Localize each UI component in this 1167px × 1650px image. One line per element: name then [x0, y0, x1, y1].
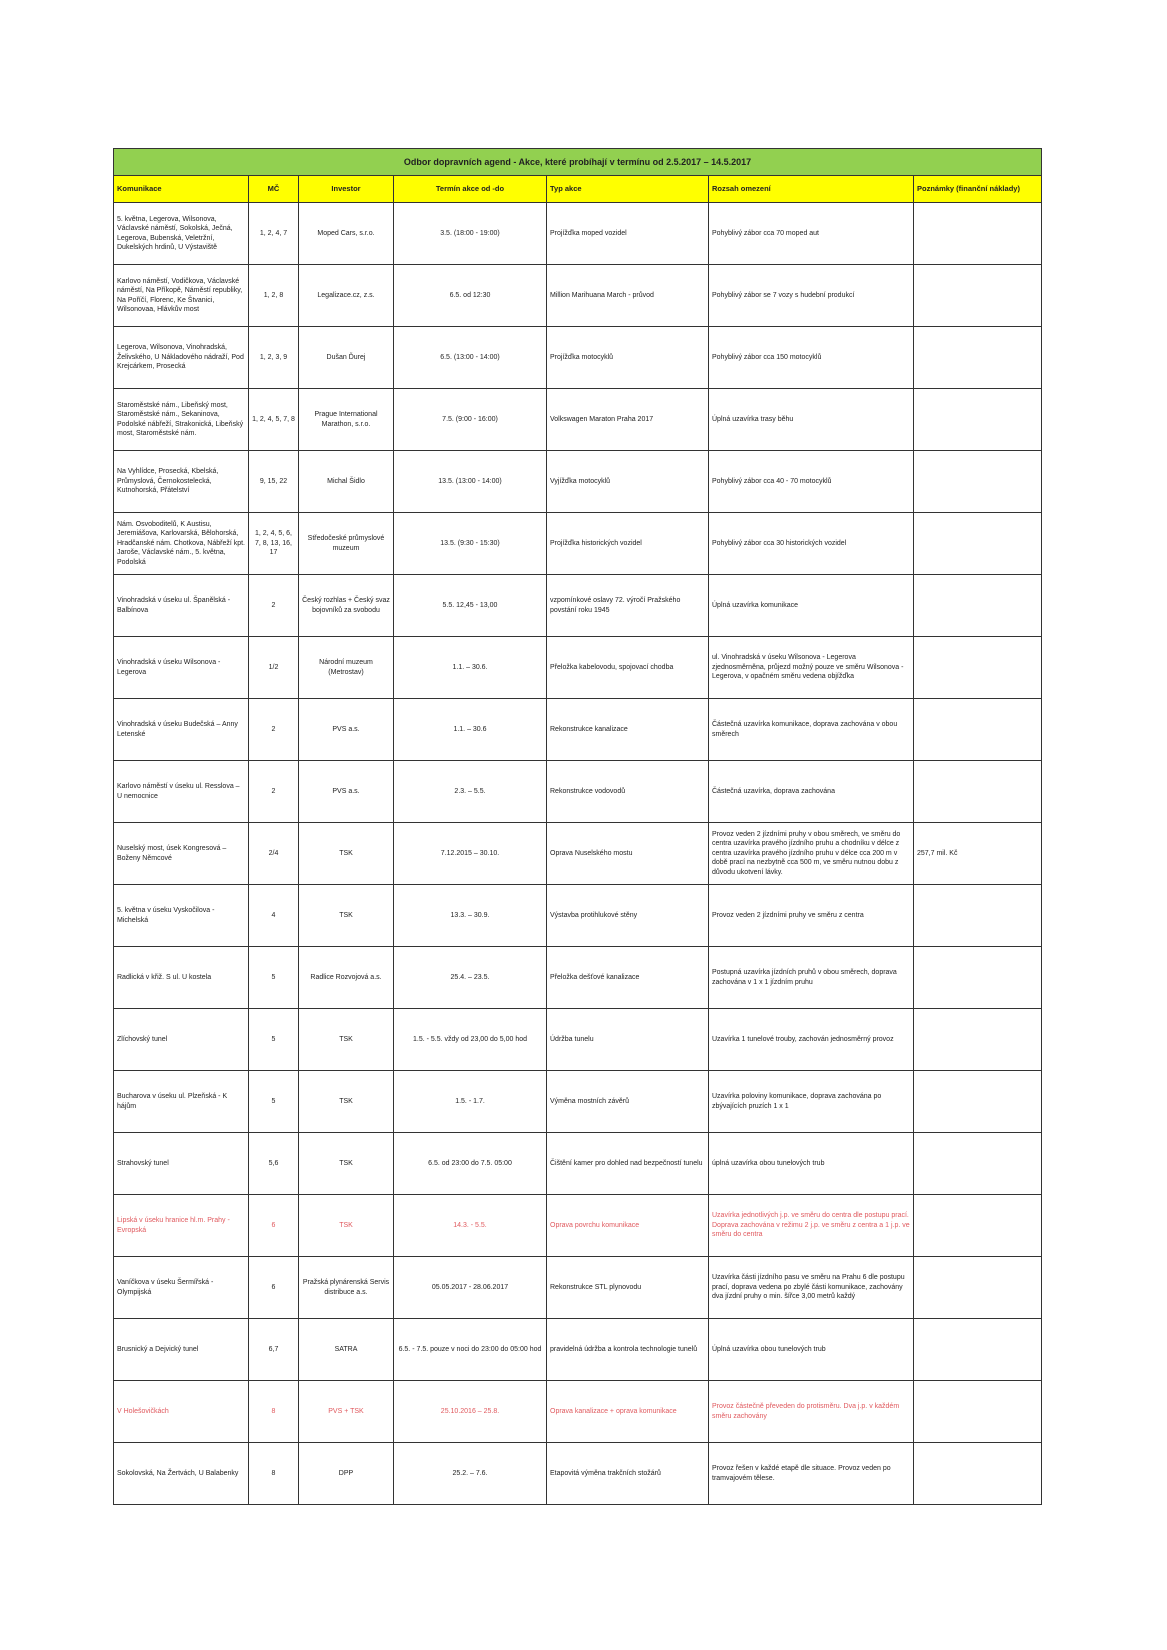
cell-poznamky — [914, 947, 1042, 1009]
cell-komunikace: Staroměstské nám., Libeňský most, Staroměstské nám., Sekaninova, Podolské nábřeží, Strakonická, Libeňský most, Staroměstské nám. — [114, 389, 249, 451]
cell-rozsah: Uzavírka poloviny komunikace, doprava zachována po zbývajících pruzích 1 x 1 — [709, 1071, 914, 1133]
table-row — [114, 823, 1042, 885]
table-row — [114, 513, 1042, 575]
cell-rozsah: Úplná uzavírka obou tunelových trub — [709, 1319, 914, 1381]
cell-rozsah: Částečná uzavírka, doprava zachována — [709, 761, 914, 823]
header-komunikace: Komunikace — [114, 176, 249, 203]
cell-mc: 5,6 — [249, 1133, 299, 1195]
cell-investor: Legalizace.cz, z.s. — [299, 265, 394, 327]
header-mc: MČ — [249, 176, 299, 203]
cell-poznamky — [914, 1319, 1042, 1381]
header-poznamky: Poznámky (finanční náklady) — [914, 176, 1042, 203]
cell-investor: DPP — [299, 1443, 394, 1505]
cell-poznamky — [914, 389, 1042, 451]
cell-investor: TSK — [299, 1133, 394, 1195]
table-row — [114, 1443, 1042, 1505]
header-investor: Investor — [299, 176, 394, 203]
cell-komunikace: 5. května v úseku Vyskočilova - Michelská — [114, 885, 249, 947]
cell-typ: Oprava Nuselského mostu — [547, 823, 709, 885]
cell-mc: 2 — [249, 699, 299, 761]
cell-investor: PVS a.s. — [299, 761, 394, 823]
cell-termin: 05.05.2017 - 28.06.2017 — [394, 1257, 547, 1319]
cell-typ: Přeložka dešťové kanalizace — [547, 947, 709, 1009]
table-row — [114, 761, 1042, 823]
cell-rozsah: Uzavírka jednotlivých j.p. ve směru do centra dle postupu prací. Doprava zachována v režimu 2 j.p. ve směru z centra a 1 j.p. ve směru do centra — [709, 1195, 914, 1257]
cell-investor: PVS + TSK — [299, 1381, 394, 1443]
cell-investor: TSK — [299, 1071, 394, 1133]
cell-rozsah: Pohyblivý zábor se 7 vozy s hudební produkcí — [709, 265, 914, 327]
cell-rozsah: Postupná uzavírka jízdních pruhů v obou směrech, doprava zachována v 1 x 1 jízdním pruhu — [709, 947, 914, 1009]
cell-typ: Údržba tunelu — [547, 1009, 709, 1071]
cell-komunikace: Vinohradská v úseku Wilsonova - Legerova — [114, 637, 249, 699]
cell-investor: Radlice Rozvojová a.s. — [299, 947, 394, 1009]
cell-termin: 1.1. – 30.6. — [394, 637, 547, 699]
table-row — [114, 699, 1042, 761]
cell-mc: 5 — [249, 947, 299, 1009]
cell-mc: 2 — [249, 761, 299, 823]
cell-mc: 1, 2, 4, 5, 6, 7, 8, 13, 16, 17 — [249, 513, 299, 575]
cell-komunikace: Nuselský most, úsek Kongresová – Boženy Němcové — [114, 823, 249, 885]
table-row — [114, 1195, 1042, 1257]
cell-mc: 1/2 — [249, 637, 299, 699]
cell-termin: 13.5. (9:30 - 15:30) — [394, 513, 547, 575]
header-rozsah: Rozsah omezení — [709, 176, 914, 203]
table-title: Odbor dopravních agend - Akce, které probíhají v termínu od 2.5.2017 – 14.5.2017 — [114, 149, 1042, 176]
table-row — [114, 203, 1042, 265]
cell-investor: Národní muzeum (Metrostav) — [299, 637, 394, 699]
cell-mc: 5 — [249, 1071, 299, 1133]
cell-investor: Český rozhlas + Český svaz bojovníků za svobodu — [299, 575, 394, 637]
cell-mc: 6 — [249, 1257, 299, 1319]
cell-mc: 6 — [249, 1195, 299, 1257]
cell-mc: 1, 2, 4, 5, 7, 8 — [249, 389, 299, 451]
cell-rozsah: Uzavírka části jízdního pasu ve směru na Prahu 6 dle postupu prací, doprava vedena po zbylé části komunikace, zachovány dva jízdní pruhy o min. šířce 3,00 metrů každý — [709, 1257, 914, 1319]
cell-typ: Vyjížďka motocyklů — [547, 451, 709, 513]
cell-typ: Volkswagen Maraton Praha 2017 — [547, 389, 709, 451]
cell-mc: 8 — [249, 1443, 299, 1505]
cell-poznamky — [914, 265, 1042, 327]
cell-termin: 25.2. – 7.6. — [394, 1443, 547, 1505]
cell-termin: 5.5. 12,45 - 13,00 — [394, 575, 547, 637]
cell-termin: 6.5. od 12:30 — [394, 265, 547, 327]
cell-poznamky — [914, 761, 1042, 823]
cell-investor: Pražská plynárenská Servis distribuce a.s. — [299, 1257, 394, 1319]
cell-komunikace: Vaníčkova v úseku Šermířská - Olympijská — [114, 1257, 249, 1319]
cell-typ: pravidelná údržba a kontrola technologie tunelů — [547, 1319, 709, 1381]
cell-komunikace: Karlovo náměstí v úseku ul. Resslova – U nemocnice — [114, 761, 249, 823]
cell-typ: Rekonstrukce kanalizace — [547, 699, 709, 761]
header-termin: Termín akce od -do — [394, 176, 547, 203]
cell-mc: 1, 2, 4, 7 — [249, 203, 299, 265]
cell-komunikace: 5. května, Legerova, Wilsonova, Václavské náměstí, Sokolská, Ječná, Legerova, Bubenská, Veletržní, Dukelských hrdinů, U Výstaviště — [114, 203, 249, 265]
cell-investor: Středočeské průmyslové muzeum — [299, 513, 394, 575]
cell-komunikace: Sokolovská, Na Žertvách, U Balabenky — [114, 1443, 249, 1505]
table-row — [114, 1009, 1042, 1071]
cell-typ: Million Marihuana March - průvod — [547, 265, 709, 327]
cell-poznamky — [914, 637, 1042, 699]
cell-rozsah: ul. Vinohradská v úseku Wilsonova - Legerova zjednosměrněna, průjezd možný pouze ve směru Wilsonova - Legerova, v opačném směru vedena objížďka — [709, 637, 914, 699]
header-typ: Typ akce — [547, 176, 709, 203]
cell-komunikace: V Holešovičkách — [114, 1381, 249, 1443]
cell-termin: 7.5. (9:00 - 16:00) — [394, 389, 547, 451]
cell-poznamky — [914, 885, 1042, 947]
cell-termin: 1.5. - 5.5. vždy od 23,00 do 5,00 hod — [394, 1009, 547, 1071]
cell-komunikace: Karlovo náměstí, Vodičkova, Václavské náměstí, Na Příkopě, Náměstí republiky, Na Poříčí, Florenc, Ke Štvanici, Wilsonovaa, Hlávkův most — [114, 265, 249, 327]
table-row — [114, 451, 1042, 513]
cell-poznamky — [914, 327, 1042, 389]
cell-typ: Projížďka motocyklů — [547, 327, 709, 389]
cell-komunikace: Radlická v křiž. S ul. U kostela — [114, 947, 249, 1009]
cell-poznamky — [914, 1071, 1042, 1133]
cell-rozsah: Uzavírka 1 tunelové trouby, zachován jednosměrný provoz — [709, 1009, 914, 1071]
cell-investor: TSK — [299, 1195, 394, 1257]
cell-mc: 2/4 — [249, 823, 299, 885]
cell-mc: 6,7 — [249, 1319, 299, 1381]
cell-poznamky — [914, 1133, 1042, 1195]
cell-termin: 6.5. - 7.5. pouze v noci do 23:00 do 05:00 hod — [394, 1319, 547, 1381]
table-row — [114, 1071, 1042, 1133]
table-row — [114, 389, 1042, 451]
cell-poznamky — [914, 451, 1042, 513]
cell-poznamky — [914, 1195, 1042, 1257]
cell-typ: Rekonstrukce vodovodů — [547, 761, 709, 823]
cell-mc: 4 — [249, 885, 299, 947]
cell-mc: 8 — [249, 1381, 299, 1443]
cell-typ: Výměna mostních závěrů — [547, 1071, 709, 1133]
cell-mc: 2 — [249, 575, 299, 637]
cell-rozsah: Pohyblivý zábor cca 30 historických vozidel — [709, 513, 914, 575]
cell-termin: 14.3. - 5.5. — [394, 1195, 547, 1257]
cell-rozsah: Úplná uzavírka trasy běhu — [709, 389, 914, 451]
cell-typ: Rekonstrukce STL plynovodu — [547, 1257, 709, 1319]
table-row — [114, 637, 1042, 699]
cell-rozsah: Pohyblivý zábor cca 40 - 70 motocyklů — [709, 451, 914, 513]
table-row — [114, 885, 1042, 947]
cell-typ: Přeložka kabelovodu, spojovací chodba — [547, 637, 709, 699]
cell-typ: Výstavba protihlukové stěny — [547, 885, 709, 947]
cell-poznamky — [914, 1009, 1042, 1071]
cell-rozsah: Provoz částečně převeden do protisměru. Dva j.p. v každém směru zachovány — [709, 1381, 914, 1443]
cell-termin: 3.5. (18:00 - 19:00) — [394, 203, 547, 265]
cell-poznamky — [914, 1381, 1042, 1443]
events-table — [113, 148, 1042, 1505]
table-row — [114, 1381, 1042, 1443]
cell-typ: Projížďka historických vozidel — [547, 513, 709, 575]
cell-poznamky — [914, 203, 1042, 265]
cell-komunikace: Vinohradská v úseku ul. Španělská - Balbínova — [114, 575, 249, 637]
cell-poznamky — [914, 513, 1042, 575]
cell-komunikace: Zlíchovský tunel — [114, 1009, 249, 1071]
cell-typ: Čištění kamer pro dohled nad bezpečností tunelu — [547, 1133, 709, 1195]
cell-rozsah: úplná uzavírka obou tunelových trub — [709, 1133, 914, 1195]
header-row — [114, 176, 1042, 203]
cell-investor: Dušan Ďurej — [299, 327, 394, 389]
cell-typ: Projížďka moped vozidel — [547, 203, 709, 265]
cell-rozsah: Provoz veden 2 jízdními pruhy ve směru z centra — [709, 885, 914, 947]
cell-termin: 1.1. – 30.6 — [394, 699, 547, 761]
cell-termin: 6.5. (13:00 - 14:00) — [394, 327, 547, 389]
cell-rozsah: Částečná uzavírka komunikace, doprava zachována v obou směrech — [709, 699, 914, 761]
cell-termin: 1.5. - 1.7. — [394, 1071, 547, 1133]
cell-rozsah: Provoz řešen v každé etapě dle situace. Provoz veden po tramvajovém tělese. — [709, 1443, 914, 1505]
table-row — [114, 947, 1042, 1009]
cell-termin: 25.10.2016 – 25.8. — [394, 1381, 547, 1443]
cell-poznamky: 257,7 mil. Kč — [914, 823, 1042, 885]
cell-komunikace: Bucharova v úseku ul. Plzeňská - K hájům — [114, 1071, 249, 1133]
cell-investor: TSK — [299, 885, 394, 947]
cell-typ: Etapovitá výměna trakčních stožárů — [547, 1443, 709, 1505]
cell-termin: 13.5. (13:00 - 14:00) — [394, 451, 547, 513]
cell-rozsah: Provoz veden 2 jízdními pruhy v obou směrech, ve směru do centra uzavírka pravého jízdního pruhu a chodníku v délce z centra uzavírka pravého jízdního pruhu v délce cca 200 m v době prací na nezbytně cca 500 m, ve směru nutnou dobu z důvodu ukotvení lávky. — [709, 823, 914, 885]
cell-investor: PVS a.s. — [299, 699, 394, 761]
cell-poznamky — [914, 1257, 1042, 1319]
title-row — [114, 149, 1042, 176]
cell-poznamky — [914, 1443, 1042, 1505]
cell-typ: vzpomínkové oslavy 72. výročí Pražského povstání roku 1945 — [547, 575, 709, 637]
cell-komunikace: Strahovský tunel — [114, 1133, 249, 1195]
cell-investor: SATRA — [299, 1319, 394, 1381]
cell-komunikace: Lipská v úseku hranice hl.m. Prahy - Evropská — [114, 1195, 249, 1257]
cell-investor: TSK — [299, 1009, 394, 1071]
cell-investor: TSK — [299, 823, 394, 885]
cell-komunikace: Vinohradská v úseku Budečská – Anny Letenské — [114, 699, 249, 761]
cell-termin: 6.5. od 23:00 do 7.5. 05:00 — [394, 1133, 547, 1195]
cell-rozsah: Pohyblivý zábor cca 70 moped aut — [709, 203, 914, 265]
table-row — [114, 1319, 1042, 1381]
cell-termin: 2.3. – 5.5. — [394, 761, 547, 823]
cell-termin: 25.4. – 23.5. — [394, 947, 547, 1009]
cell-mc: 5 — [249, 1009, 299, 1071]
cell-komunikace: Nám. Osvoboditelů, K Austisu, Jeremiášova, Karlovarská, Bělohorská, Hradčanské nám. Chotkova, Nábřeží kpt. Jaroše, Václavské nám., 5. května, Podolská — [114, 513, 249, 575]
table-row — [114, 1133, 1042, 1195]
table-row — [114, 265, 1042, 327]
table-row — [114, 327, 1042, 389]
table-row — [114, 575, 1042, 637]
cell-termin: 7.12.2015 – 30.10. — [394, 823, 547, 885]
cell-komunikace: Na Vyhlídce, Prosecká, Kbelská, Průmyslová, Černokostelecká, Kutnohorská, Přátelství — [114, 451, 249, 513]
cell-mc: 1, 2, 3, 9 — [249, 327, 299, 389]
cell-investor: Prague International Marathon, s.r.o. — [299, 389, 394, 451]
cell-termin: 13.3. – 30.9. — [394, 885, 547, 947]
cell-komunikace: Legerova, Wilsonova, Vinohradská, Želivského, U Nákladového nádraží, Pod Krejcárkem, Prosecká — [114, 327, 249, 389]
cell-typ: Oprava povrchu komunikace — [547, 1195, 709, 1257]
cell-rozsah: Pohyblivý zábor cca 150 motocyklů — [709, 327, 914, 389]
cell-typ: Oprava kanalizace + oprava komunikace — [547, 1381, 709, 1443]
cell-rozsah: Úplná uzavírka komunikace — [709, 575, 914, 637]
cell-poznamky — [914, 699, 1042, 761]
cell-komunikace: Brusnický a Dejvický tunel — [114, 1319, 249, 1381]
cell-mc: 1, 2, 8 — [249, 265, 299, 327]
cell-investor: Moped Cars, s.r.o. — [299, 203, 394, 265]
cell-poznamky — [914, 575, 1042, 637]
cell-mc: 9, 15, 22 — [249, 451, 299, 513]
cell-investor: Michal Šidlo — [299, 451, 394, 513]
table-row — [114, 1257, 1042, 1319]
